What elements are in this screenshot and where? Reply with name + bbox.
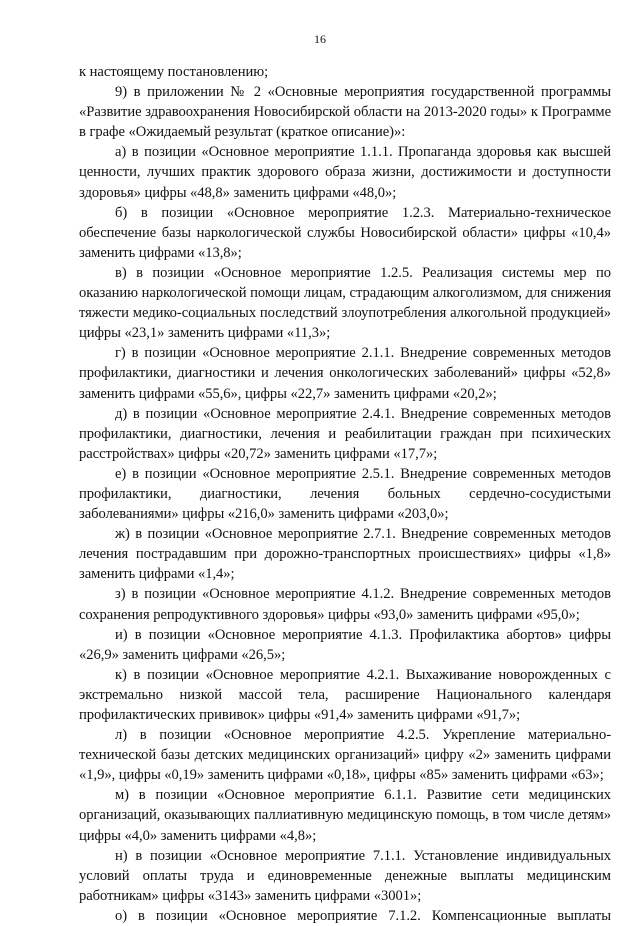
paragraph: и) в позиции «Основное мероприятие 4.1.3. Профилактика абортов» цифры «26,9» заменить цифрами «26,5»; — [79, 626, 611, 663]
paragraph: д) в позиции «Основное мероприятие 2.4.1. Внедрение современных методов профилактики, диагностики, лечения и реабилитации граждан при психических расстройствах» цифры «20,72» заменить цифрами «17,7»; — [79, 405, 611, 462]
paragraph: н) в позиции «Основное мероприятие 7.1.1. Установление индивидуальных условий оплаты труда и единовременные денежные выплаты медицинским работникам» цифры «3143» заменить цифрами «3001»; — [79, 847, 611, 904]
paragraph: г) в позиции «Основное мероприятие 2.1.1. Внедрение современных методов профилактики, диагностики и лечения онкологических заболеваний» цифры «52,8» заменить цифрами «55,6», цифры «22,7» заменить цифрами «20,2»; — [79, 345, 611, 402]
paragraph: е) в позиции «Основное мероприятие 2.5.1. Внедрение современных методов профилактики, диагностики, лечения больных сердечно-сосудистыми заболеваниями» цифры «216,0» заменить цифрами «203,0»; — [79, 465, 611, 523]
paragraph: б) в позиции «Основное мероприятие 1.2.3. Материально-техническое обеспечение базы наркологической службы Новосибирской области» цифры «10,4» заменить цифрами «13,8»; — [79, 204, 611, 261]
paragraph: з) в позиции «Основное мероприятие 4.1.2. Внедрение современных методов сохранения репродуктивного здоровья» цифры «93,0» заменить цифрами «95,0»; — [79, 586, 611, 623]
paragraph: в) в позиции «Основное мероприятие 1.2.5. Реализация системы мер по оказанию наркологической помощи лицам, страдающим алкоголизмом, для снижения тяжести медико-социальных последствий злоупотребления алкогольной продукцией» цифры «23,1» заменить цифрами «11,3»; — [79, 264, 611, 342]
paragraph: к настоящему постановлению; — [79, 64, 269, 80]
paragraph: о) в позиции «Основное мероприятие 7.1.2. Компенсационные выплаты — [115, 907, 611, 924]
paragraph: ж) в позиции «Основное мероприятие 2.7.1. Внедрение современных методов лечения пострадавшим при дорожно-транспортных происшествиях» цифры «1,8» заменить цифрами «1,4»; — [79, 526, 611, 583]
paragraph: л) в позиции «Основное мероприятие 4.2.5. Укрепление материально-технической базы детских медицинских организаций» цифру «2» заменить цифрами «1,9», цифры «0,19» заменить цифрами «0,18», цифры «85» заменить цифрами «63»; — [79, 727, 611, 784]
page-number: 16 — [314, 32, 326, 46]
paragraph: 9) в приложении № 2 «Основные мероприятия государственной программы «Развитие здравоохранения Новосибирской области на 2013-2020 годы» к Программе в графе «Ожидаемый результат (краткое описание)»: — [79, 84, 611, 141]
paragraph: м) в позиции «Основное мероприятие 6.1.1. Развитие сети медицинских организаций, оказывающих паллиативную медицинскую помощь, в том числе детям» цифры «4,0» заменить цифрами «4,8»; — [79, 787, 611, 844]
paragraph: к) в позиции «Основное мероприятие 4.2.1. Выхаживание новорожденных с экстремально низкой массой тела, расширение Национального календаря профилактических прививок» цифры «91,4» заменить цифрами «91,7»; — [79, 666, 611, 723]
document-body — [79, 62, 611, 926]
paragraph: а) в позиции «Основное мероприятие 1.1.1. Пропаганда здоровья как высшей ценности, лучших практик здорового образа жизни, достижимости и доступности здоровья» цифры «48,8» заменить цифрами «48,0»; — [79, 144, 611, 201]
